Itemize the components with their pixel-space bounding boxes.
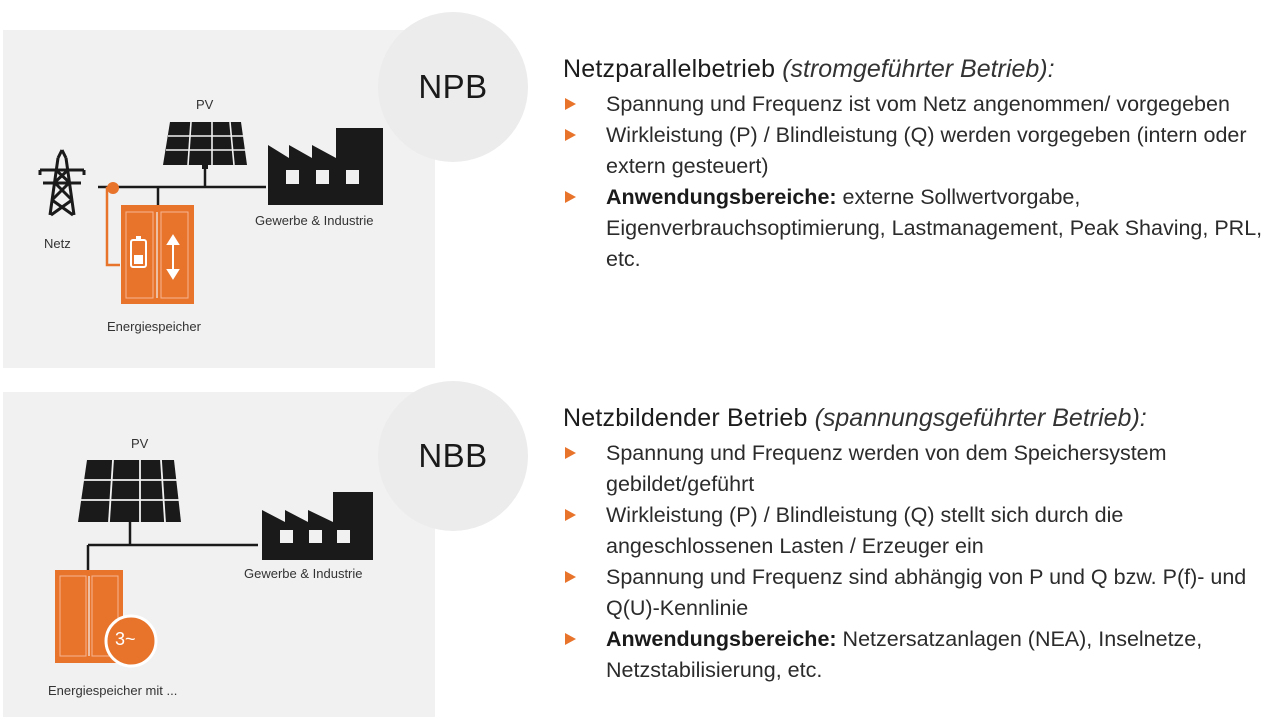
list-item: Anwendungsbereiche: Netzersatzanlagen (NEA), Inselnetze, Netzstabilisierung, etc. [563, 624, 1275, 686]
bullet-arrow-icon [565, 98, 576, 110]
nbb-inverter-symbol: 3~ [115, 629, 136, 649]
npb-junction-dot [107, 182, 119, 194]
nbb-connection-lines [88, 522, 258, 570]
nbb-heading [563, 404, 1275, 433]
npb-solar-panel-icon [163, 122, 247, 169]
nbb-label-speicher: Energiespeicher mit ... [48, 683, 178, 698]
npb-storage-feed-line [107, 188, 120, 265]
list-item: Spannung und Frequenz sind abhängig von P und Q bzw. P(f)- und Q(U)-Kennlinie [563, 562, 1275, 624]
list-item: Wirkleistung (P) / Blindleistung (Q) werden vorgegeben (intern oder extern gesteuert) [563, 120, 1275, 182]
npb-power-tower-icon [40, 150, 84, 215]
npb-label-gewerbe: Gewerbe & Industrie [255, 213, 374, 228]
nbb-heading-subtitle: (spannungsgeführter Betrieb): [814, 404, 1147, 432]
nbb-description [563, 404, 1275, 686]
nbb-bullet-list [563, 438, 1275, 686]
bullet-arrow-icon [565, 571, 576, 583]
list-item: Wirkleistung (P) / Blindleistung (Q) stellt sich durch die angeschlossenen Lasten / Erzeuger ein [563, 500, 1275, 562]
bullet-arrow-icon [565, 191, 576, 203]
npb-description [563, 55, 1275, 275]
bullet-arrow-icon [565, 447, 576, 459]
nbb-heading-title: Netzbildender Betrieb [563, 404, 808, 432]
npb-badge: NPB [378, 12, 528, 162]
npb-storage-cabinet-icon [121, 205, 194, 304]
list-item: Spannung und Frequenz werden von dem Speichersystem gebildet/geführt [563, 438, 1275, 500]
nbb-label-gewerbe: Gewerbe & Industrie [244, 566, 363, 581]
npb-bullet-list [563, 89, 1275, 275]
nbb-badge: NBB [378, 381, 528, 531]
npb-factory-icon [268, 128, 383, 205]
nbb-factory-icon [262, 492, 373, 560]
nbb-label-pv: PV [131, 436, 149, 451]
list-item: Spannung und Frequenz ist vom Netz angenommen/ vorgegeben [563, 89, 1275, 120]
bullet-arrow-icon [565, 509, 576, 521]
nbb-solar-panel-icon [78, 460, 181, 522]
bullet-arrow-icon [565, 633, 576, 645]
npb-heading-title: Netzparallelbetrieb [563, 55, 776, 83]
bullet-arrow-icon [565, 129, 576, 141]
npb-heading [563, 55, 1275, 84]
npb-label-netz: Netz [44, 236, 71, 251]
list-item: Anwendungsbereiche: externe Sollwertvorgabe, Eigenverbrauchsoptimierung, Lastmanagement, Peak Shaving, PRL, etc. [563, 182, 1275, 275]
npb-heading-subtitle: (stromgeführter Betrieb): [782, 55, 1055, 83]
npb-label-pv: PV [196, 97, 214, 112]
npb-connection-lines [98, 165, 266, 205]
npb-label-speicher: Energiespeicher [107, 319, 201, 334]
